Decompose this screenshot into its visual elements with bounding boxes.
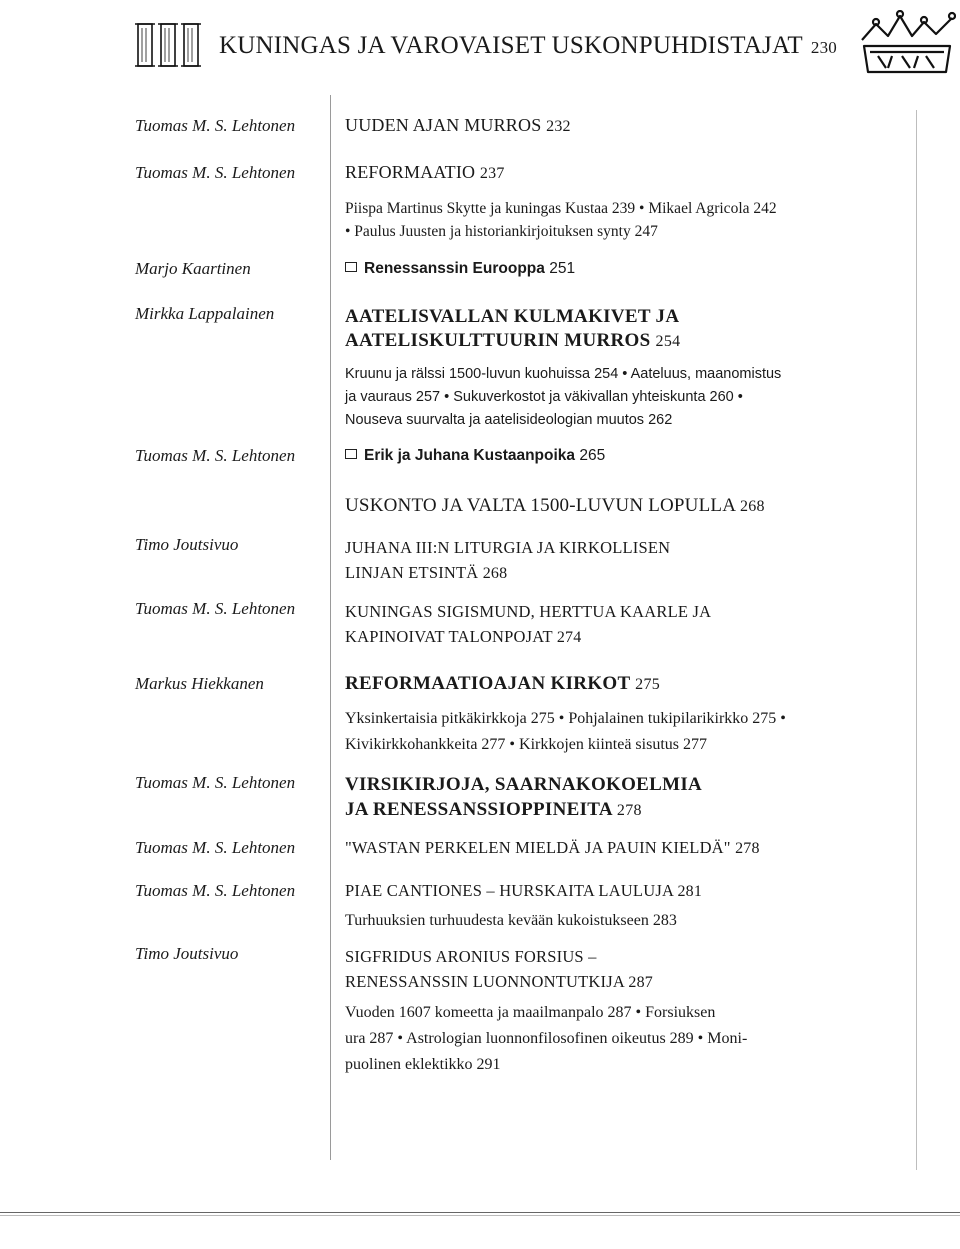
entry-page: 254 (655, 333, 681, 350)
entry-title: Erik ja Juhana Kustaanpoika (364, 447, 576, 464)
chapter-numeral-logo (135, 18, 203, 70)
entry-title: SIGFRIDUS ARONIUS FORSIUS – (345, 947, 597, 966)
entry-title: AATELISKULTTUURIN MURROS (345, 330, 651, 351)
subtopic-line: Yksinkertaisia pitkäkirkkoja 275 • Pohjalainen tukipilarikirkko 275 • (345, 710, 786, 727)
entry-page: 268 (482, 565, 508, 582)
crown-icon (858, 10, 956, 82)
entry-page: 268 (740, 498, 765, 515)
entry-page: 281 (677, 883, 703, 900)
bottom-rule (0, 1212, 960, 1213)
entry-title: USKONTO JA VALTA 1500-LUVUN LOPULLA (345, 495, 736, 516)
entry-page: 237 (479, 165, 505, 182)
toc-entry-reformaatioajan-kirkot[interactable] (345, 673, 660, 695)
author-name: Timo Joutsivuo (135, 535, 239, 554)
toc-entry-juhana-iiin-liturgia[interactable] (345, 535, 670, 586)
author-name: Marjo Kaartinen (135, 259, 251, 278)
subtopic-line: Vuoden 1607 komeetta ja maailmanpalo 287 • Forsiuksen (345, 1004, 716, 1021)
entry-subtopics (345, 363, 781, 432)
entry-title: UUDEN AJAN MURROS (345, 115, 542, 135)
entry-subtopics (345, 909, 677, 932)
author-name: Tuomas M. S. Lehtonen (135, 773, 296, 792)
entry-title: VIRSIKIRJOJA, SAARNAKOKOELMIA (345, 774, 703, 795)
toc-entry-uuden-ajan-murros[interactable] (345, 115, 571, 136)
entry-title: AATELISVALLAN KULMAKIVET JA (345, 306, 680, 327)
author-name: Tuomas M. S. Lehtonen (135, 599, 296, 618)
box-marker-icon (345, 449, 357, 459)
entry-title: KAPINOIVAT TALONPOJAT (345, 627, 553, 646)
entry-title: JA RENESSANSSIOPPINEITA (345, 799, 612, 820)
toc-entry-uskonto-ja-valta[interactable] (345, 495, 765, 517)
entry-subtopics (345, 706, 786, 758)
toc-entry-aatelisvallan-kulmakivet[interactable] (345, 305, 680, 354)
column-divider (330, 95, 331, 1160)
entry-title: RENESSANSSIN LUONNONTUTKIJA (345, 972, 625, 991)
subtopic-line: ura 287 • Astrologian luonnonfilosofinen oikeutus 289 • Moni- (345, 1030, 748, 1047)
entry-title: REFORMAATIOAJAN KIRKOT (345, 673, 631, 694)
entry-page: 275 (635, 676, 661, 693)
toc-entry-virsikirjoja[interactable] (345, 772, 702, 823)
subtopic-line: ja vauraus 257 • Sukuverkostot ja väkivallan yhteiskunta 260 • (345, 389, 743, 405)
subtopic-line: Nouseva suurvalta ja aatelisideologian muutos 262 (345, 412, 673, 428)
entry-page: 265 (579, 447, 606, 464)
entry-title: PIAE CANTIONES – HURSKAITA LAULUJA (345, 881, 674, 900)
toc-entry-kuningas-sigismund[interactable] (345, 599, 711, 650)
toc-entry-wastan-perkelen[interactable] (345, 838, 760, 858)
entry-page: 274 (556, 629, 582, 646)
entry-page: 278 (616, 802, 642, 819)
author-name: Tuomas M. S. Lehtonen (135, 163, 296, 182)
subtopic-line: • Paulus Juusten ja historiankirjoituksen synty 247 (345, 223, 658, 240)
toc-entry-reformaatio[interactable] (345, 162, 505, 183)
entry-page: 251 (549, 260, 576, 277)
box-marker-icon (345, 262, 357, 272)
entry-title: LINJAN ETSINTÄ (345, 563, 479, 582)
bottom-rule-secondary (0, 1215, 960, 1216)
author-name: Mirkka Lappalainen (135, 304, 275, 323)
entry-title: Renessanssin Eurooppa (364, 260, 545, 277)
toc-entry-piae-cantiones[interactable] (345, 881, 702, 901)
subtopic-line: Kruunu ja rälssi 1500-luvun kuohuissa 254 • Aateluus, maanomistus (345, 366, 782, 382)
subtopic-line: Turhuuksien turhuudesta kevään kukoistukseen 283 (345, 912, 677, 929)
chapter-title (219, 32, 837, 60)
entry-page: 278 (735, 840, 760, 857)
author-name: Timo Joutsivuo (135, 944, 239, 963)
chapter-page-number: 230 (810, 38, 838, 57)
entry-subtopics (345, 197, 777, 243)
toc-entry-erik-ja-juhana[interactable] (345, 447, 605, 465)
author-name: Tuomas M. S. Lehtonen (135, 116, 296, 135)
subtopic-line: Piispa Martinus Skytte ja kuningas Kustaa 239 • Mikael Agricola 242 (345, 200, 777, 217)
entry-title: KUNINGAS SIGISMUND, HERTTUA KAARLE JA (345, 602, 712, 621)
entry-subtopics (345, 1000, 747, 1078)
subtopic-line: puolinen eklektikko 291 (345, 1056, 501, 1073)
entry-title: JUHANA III:N LITURGIA JA KIRKOLLISEN (345, 538, 671, 557)
author-name: Markus Hiekkanen (135, 674, 264, 693)
toc-entry-sigfridus-aronius[interactable] (345, 944, 653, 995)
entry-title: REFORMAATIO (345, 162, 476, 182)
entry-page: 287 (628, 974, 653, 991)
entry-page: 232 (546, 118, 571, 135)
author-name: Tuomas M. S. Lehtonen (135, 838, 296, 857)
entry-title: "WASTAN PERKELEN MIELDÄ JA PAUIN KIELDÄ" (345, 838, 731, 857)
right-margin-rule (916, 110, 917, 1170)
author-name: Tuomas M. S. Lehtonen (135, 446, 296, 465)
author-name: Tuomas M. S. Lehtonen (135, 881, 296, 900)
subtopic-line: Kivikirkkohankkeita 277 • Kirkkojen kiinteä sisutus 277 (345, 736, 707, 753)
chapter-title-text: KUNINGAS JA VAROVAISET USKONPUHDISTAJAT (219, 32, 803, 59)
toc-entry-renessanssin-eurooppa[interactable] (345, 260, 575, 278)
